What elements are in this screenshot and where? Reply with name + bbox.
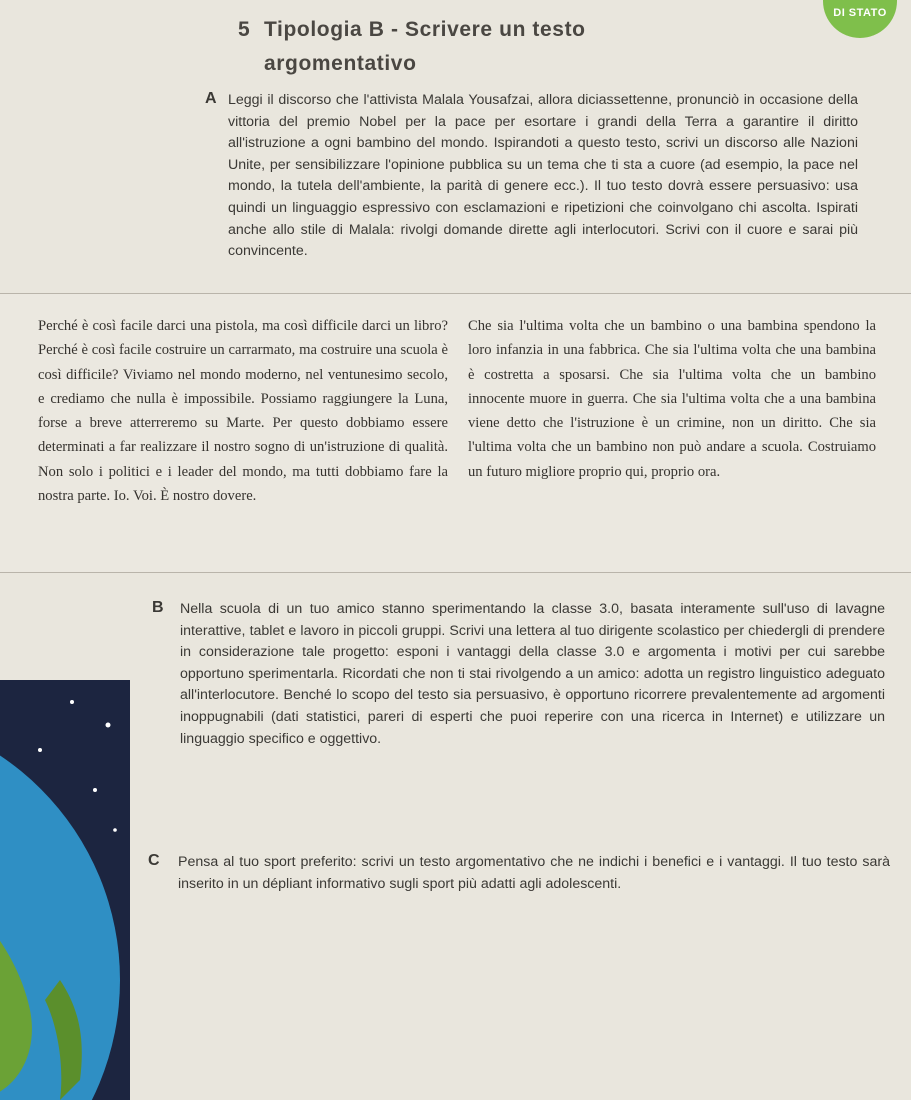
quote-left-column: Perché è così facile darci una pistola, ma così difficile darci un libro? Perché è così facile costruire un carrarmato, ma costruire una scuola è così difficile? Viviamo nel mondo moderno, nel ventunesimo secolo, e crediamo che nulla è impossibile. Possiamo raggiungere la Luna, forse a breve atterreremo su Marte. Per questo dobbiamo essere determinati a far realizzare il nostro sogno di un'istruzione di qualità. Non solo i politici e i leader del mondo, ma tutti dobbiamo fare la nostra parte. Io. Voi. È nostro dovere. xyxy=(38,318,448,505)
section-a-letter: A xyxy=(205,90,217,107)
exam-stamp-badge xyxy=(823,0,897,38)
planet-illustration xyxy=(0,680,130,1100)
quote-box xyxy=(0,293,911,573)
exercise-title-line2: argomentativo xyxy=(264,52,417,75)
quote-right-column: Che sia l'ultima volta che un bambino o una bambina spendono la loro infanzia in una fabbrica. Che sia l'ultima volta che una bambina è costretta a sposarsi. Che sia l'ultima volta che un bambino innocente muore in guerra. Che sia l'ultima volta che a una bambina viene detto che l'istruzione è un crimine, non un diritto. Che sia l'ultima volta che un bambino non può andare a scuola. Costruiamo un futuro migliore proprio qui, proprio ora. xyxy=(468,318,876,480)
exercise-title-line1: Tipologia B - Scrivere un testo xyxy=(264,18,586,41)
section-b-letter: B xyxy=(152,599,164,616)
section-c-letter: C xyxy=(148,852,160,869)
section-c-text: Pensa al tuo sport preferito: scrivi un testo argomentativo che ne indichi i benefici e i vantaggi. Il tuo testo sarà inserito in un dépliant informativo sugli sport più adatti agli adolescenti. xyxy=(178,854,890,892)
exam-stamp-label: DI STATO xyxy=(833,7,887,19)
exercise-number: 5 xyxy=(238,18,250,41)
section-a-text: Leggi il discorso che l'attivista Malala Yousafzai, allora diciassettenne, pronunciò in occasione della vittoria del premio Nobel per la pace per esortare i grandi della Terra a garantire il diritto all'istruzione a ogni bambino del mondo. Ispirandoti a questo testo, scrivi un discorso alle Nazioni Unite, per sensibilizzare l'opinione pubblica su un tema che ti sta a cuore (ad esempio, la pace nel mondo, la tutela dell'ambiente, la parità di genere ecc.). Il tuo testo dovrà essere persuasivo: usa quindi un linguaggio espressivo con esclamazioni e ripetizioni che coinvolgano chi ascolta. Ispirati anche allo stile di Malala: rivolgi domande dirette agli interlocutori. Scrivi con il cuore e sarai più convincente. xyxy=(228,92,858,260)
section-b-text: Nella scuola di un tuo amico stanno sperimentando la classe 3.0, basata interamente sull'uso di lavagne interattive, tablet e lavoro in piccoli gruppi. Scrivi una lettera al tuo dirigente scolastico per chiedergli di prendere in considerazione tale progetto: esponi i vantaggi della classe 3.0 e argomenta i motivi per cui sarebbe opportuno sperimentarla. Ricordati che non ti stai rivolgendo a un amico: adotta un registro linguistico adeguato all'interlocutore. Benché lo scopo del testo sia persuasivo, è opportuno ricorrere prevalentemente ad argomenti inoppugnabili (dati statistici, pareri di esperti che puoi reperire con una ricerca in Internet) e utilizzare un linguaggio specifico e oggettivo. xyxy=(180,601,885,747)
